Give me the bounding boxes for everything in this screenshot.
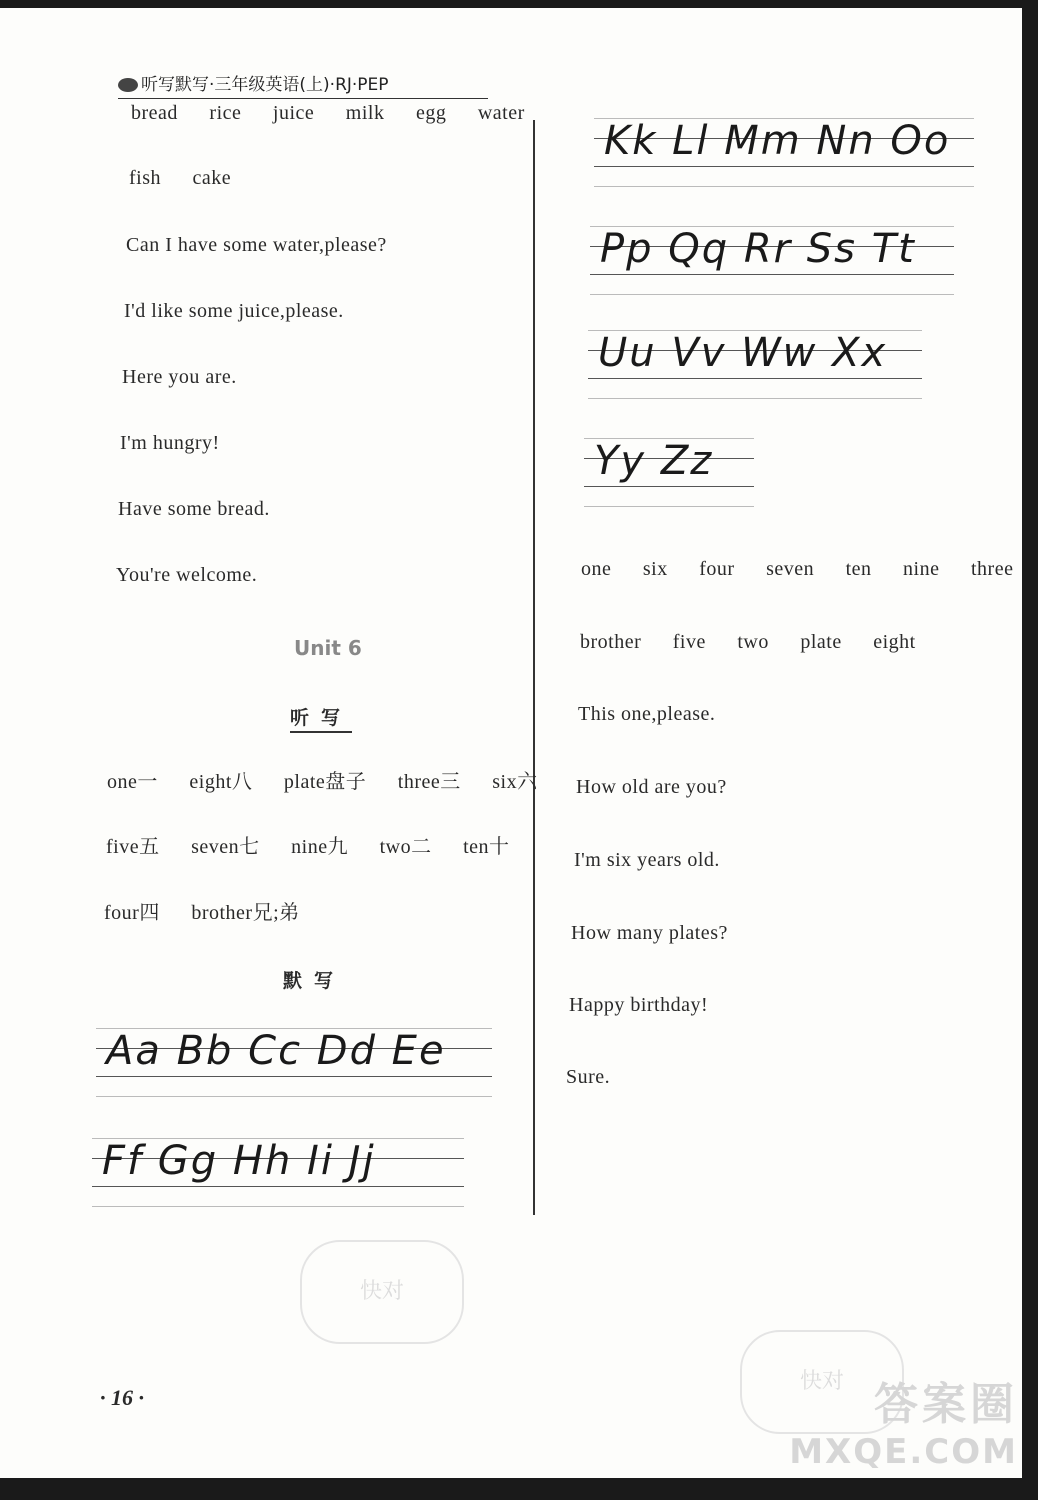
vocab-item: one一 (107, 771, 158, 793)
sentence: You're welcome. (116, 564, 258, 586)
sentence: This one,please. (578, 703, 716, 725)
word: one (581, 558, 612, 580)
sentence: Happy birthday! (569, 994, 709, 1016)
handwriting-line (588, 326, 922, 402)
word: juice (272, 102, 315, 124)
handwritten-letters: Uu Vv Ww Xx (598, 330, 888, 376)
vocab-item: four四 (104, 902, 160, 924)
header-rule (118, 98, 488, 99)
sentence: How many plates? (571, 922, 728, 944)
word: eight (873, 631, 916, 653)
scan-border-right (1022, 0, 1038, 1500)
handwritten-letters: Aa Bb Cc Dd Ee (106, 1028, 446, 1074)
sentence: I'm hungry! (120, 432, 220, 454)
book-logo-icon (118, 78, 138, 92)
handwriting-line (594, 114, 974, 190)
word: ten (845, 558, 872, 580)
scan-border-bottom (0, 1478, 1038, 1500)
word: fish (129, 167, 161, 189)
handwritten-letters: Ff Gg Hh Ii Jj (102, 1138, 376, 1184)
sentence: I'm six years old. (574, 849, 720, 871)
word: water (477, 102, 525, 124)
vocab-row-1 (107, 765, 564, 794)
handwritten-letters: Pp Qq Rr Ss Tt (600, 226, 916, 272)
sentence: I'd like some juice,please. (124, 300, 344, 322)
word: brother (580, 631, 642, 653)
word: bread (131, 102, 178, 124)
word: two (737, 631, 769, 653)
vocab-item: eight八 (189, 771, 253, 793)
handwriting-line (590, 222, 954, 298)
page-header (118, 70, 389, 95)
vocab-item: ten十 (463, 836, 510, 858)
scan-border-top (0, 0, 1038, 8)
word-row-1 (131, 102, 551, 125)
handwritten-letters: Kk Ll Mm Nn Oo (604, 118, 951, 164)
handwriting-line (584, 434, 754, 510)
vocab-item: three三 (397, 771, 461, 793)
watermark-stamp: 快对 (300, 1240, 464, 1344)
word-row-2 (580, 631, 942, 654)
vocab-item: six六 (492, 771, 538, 793)
handwritten-letters: Yy Zz (594, 438, 714, 484)
word: three (970, 558, 1014, 580)
word: cake (192, 167, 232, 189)
sentence: How old are you? (576, 776, 727, 798)
watermark-stamp: 快对 (740, 1330, 904, 1434)
vocab-item: nine九 (291, 836, 349, 858)
column-divider (533, 120, 535, 1215)
word: four (699, 558, 735, 580)
page-number: · 16 · (100, 1385, 144, 1410)
sentence: Sure. (566, 1066, 611, 1088)
header-title: 听写默写·三年级英语(上)·RJ·PEP (141, 75, 389, 95)
word-row-1 (581, 558, 1038, 581)
vocab-item: plate盘子 (283, 771, 367, 793)
vocab-item: two二 (379, 836, 432, 858)
unit-title: Unit 6 (294, 636, 362, 660)
word-row-2 (129, 167, 257, 190)
vocab-item: five五 (106, 836, 160, 858)
word: six (642, 558, 668, 580)
vocab-item: brother兄;弟 (191, 902, 300, 924)
word: seven (766, 558, 815, 580)
vocab-row-2 (106, 830, 536, 859)
watermark-site: 答案圈 MXQE.COM (789, 1379, 1018, 1472)
word: egg (415, 102, 447, 124)
vocab-row-3 (104, 896, 326, 925)
silent-writing-title: 默写 (283, 970, 346, 992)
handwriting-line (92, 1134, 464, 1210)
word: plate (800, 631, 842, 653)
dictation-title: 听写 (290, 703, 352, 733)
sentence: Have some bread. (118, 498, 270, 520)
sentence: Here you are. (122, 366, 237, 388)
word: milk (345, 102, 385, 124)
sentence: Can I have some water,please? (126, 234, 387, 256)
handwriting-line (96, 1024, 492, 1100)
word: nine (903, 558, 940, 580)
vocab-item: seven七 (191, 836, 260, 858)
word: rice (209, 102, 242, 124)
word: five (672, 631, 706, 653)
